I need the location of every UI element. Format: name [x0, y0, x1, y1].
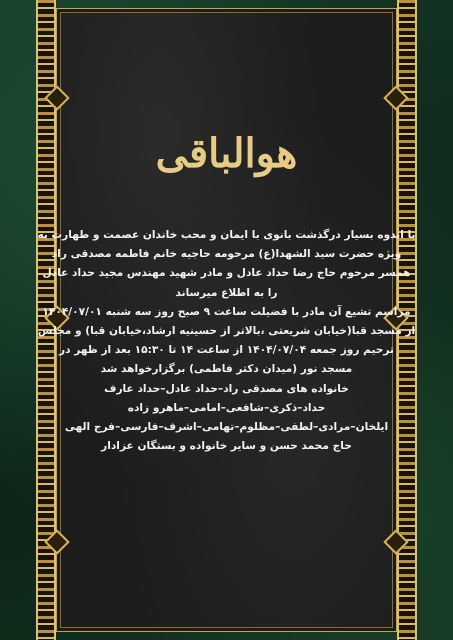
notice-line: از مسجد قبا(خیابان شریعتی ،بالاتر از حسینیه ارشاد،خیابان قبا) و مجلس	[37, 325, 416, 338]
notice-line: همسر مرحوم حاج رضا حداد عادل و مادر شهید مهندس مجید حداد عادل	[42, 267, 411, 280]
notice-line: با اندوه بسیار درگذشت بانوی با ایمان و محب خاندان عصمت و طهارت به	[37, 229, 416, 241]
notice-line: خانواده های مصدقی راد–حداد عادل–حداد عارف	[104, 382, 349, 395]
page-title: هوالباقی	[155, 130, 298, 177]
notice-line: حاج محمد حسن و سایر خانواده و بستگان عزادار	[101, 440, 352, 453]
notice-line: مراسم تشیع آن مادر با فضیلت ساعت ۹ صبح روز سه شنبه ۱۴۰۴/۰۷/۰۱	[42, 305, 411, 318]
notice-line: ایلخان–مرادی–لطفی–مظلوم–تهامی–اشرف–فارسی–فرج الهی	[64, 421, 389, 434]
notice-line: را به اطلاع میرساند	[175, 286, 278, 299]
notice-line: حداد–ذکری–شافعی–امامی–ماهرو زاده	[127, 401, 326, 414]
notice-line: مسجد نور (میدان دکتر فاطمی) برگزارخواهد شد	[100, 363, 353, 376]
notice-line: ویژه حضرت سید الشهدا(ع) مرحومه حاجیه خانم فاطمه مصدقی راد	[51, 248, 402, 261]
notice-line: ترحیم روز جمعه ۱۴۰۴/۰۷/۰۴ از ساعت ۱۴ تا ۱۵:۳۰ بعد از ظهر در	[58, 344, 394, 357]
notice-body	[28, 226, 425, 456]
